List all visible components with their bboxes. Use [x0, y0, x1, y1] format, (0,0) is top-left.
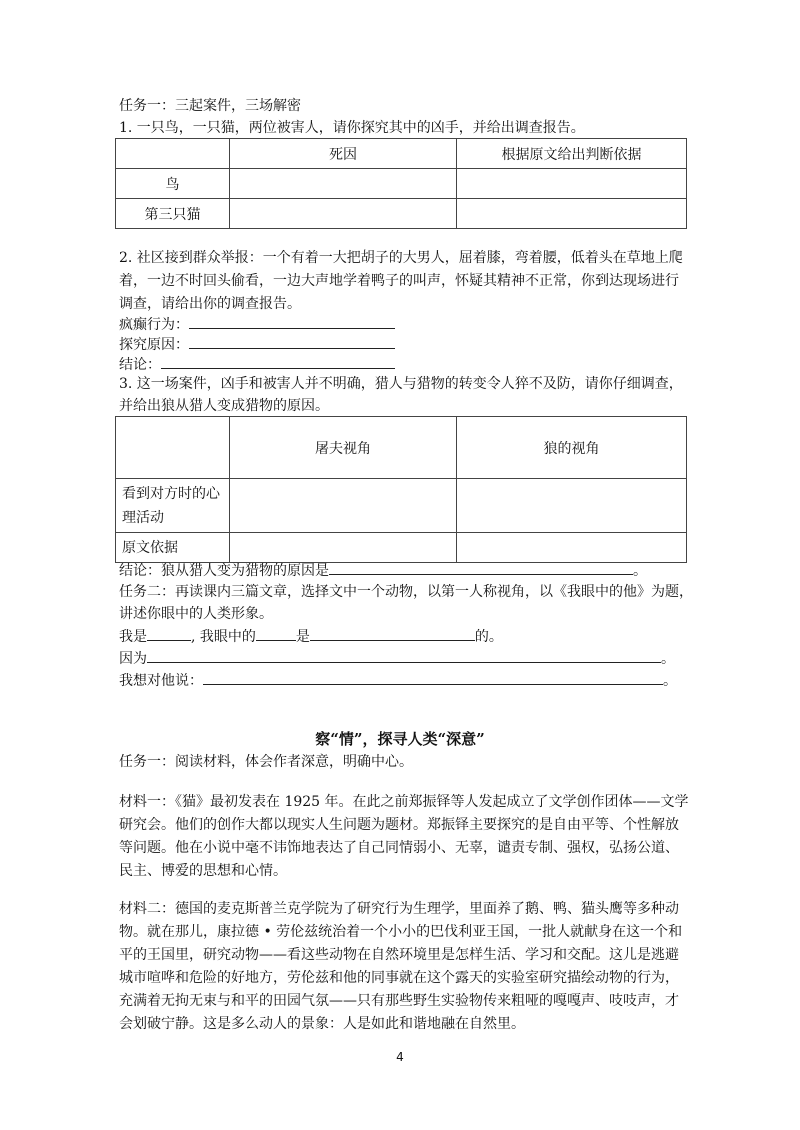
table-header-cell: [116, 139, 230, 169]
question-2-line: 2. 社区接到群众举报：一个有着一大把胡子的大男人，屈着膝，弯着腰，低着头在草地上爬: [119, 250, 683, 266]
task-2-line: 任务二：再读课内三篇文章，选择文中一个动物，以第一人称视角，以《我眼中的他》为题，: [119, 584, 693, 600]
table-header-row: [116, 139, 687, 169]
table-row: [116, 199, 687, 229]
question-2-line: 着，一边不时回头偷看，一边大声地学着鸭子的叫声，怀疑其精神不正常，你到达现场进行: [119, 273, 679, 289]
table-header-cell: [116, 417, 230, 479]
question-1: 1. 一只鸟，一只猫，两位被害人，请你探究其中的凶手，并给出调查报告。: [119, 120, 585, 136]
fill-sentence-3: [119, 670, 677, 691]
field-label: 疯癫行为：: [119, 317, 189, 333]
table-row: [116, 479, 687, 533]
fill-text: , 我眼中的: [191, 629, 256, 645]
table-row: [116, 533, 687, 563]
answer-cell[interactable]: [230, 169, 457, 199]
task-title: 任务一：三起案件，三场解密: [119, 98, 301, 114]
material-1-line: 材料一：《猫》最初发表在 1925 年。在此之前郑振铎等人发起成立了文学创作团体——文学: [119, 794, 689, 810]
fill-text: 的。: [474, 629, 503, 645]
field-label: 结论：: [119, 357, 161, 373]
material-2-line: 平的王国里，研究动物——看这些动物在自然环境里是怎样生活、学习和交配。这儿是逃避: [119, 947, 679, 963]
fill-sentence-2: [119, 648, 675, 669]
fill-blank[interactable]: [189, 314, 395, 329]
fill-text: 我想对他说：: [119, 673, 203, 689]
row-label: 鸟: [116, 169, 230, 199]
fill-text: 我是: [119, 629, 147, 645]
material-1-line: 研究会。他们的创作大都以现实人生问题为题材。郑振铎主要探究的是自由平等、个性解放: [119, 817, 679, 833]
fill-blank[interactable]: [147, 648, 661, 663]
page-number: 4: [396, 1050, 404, 1064]
task-line: 任务一：阅读材料，体会作者深意，明确中心。: [119, 754, 413, 770]
row-label: 第三只猫: [116, 199, 230, 229]
fill-blank[interactable]: [189, 334, 395, 349]
material-2-line: 会划破宁静。这是多么动人的景象：人是如此和谐地融在自然里。: [119, 1016, 525, 1032]
period: 。: [663, 673, 677, 689]
field-label: 探究原因：: [119, 337, 189, 353]
material-2-line: 材料二：德国的麦克斯普兰克学院为了研究行为生理学，里面养了鹅、鸭、猫头鹰等多种动: [119, 901, 679, 917]
row-label: 原文依据: [116, 533, 230, 563]
fill-blank[interactable]: [203, 670, 663, 685]
field-behavior: [119, 314, 395, 335]
field-conclusion: [119, 354, 395, 375]
answer-cell[interactable]: [230, 479, 457, 533]
table-row: [116, 169, 687, 199]
table-header-cell: 根据原文给出判断依据: [457, 139, 687, 169]
table-butcher-wolf: [115, 416, 687, 563]
table-bird-cat: [115, 138, 687, 229]
task-2-line: 讲述你眼中的人类形象。: [119, 606, 273, 622]
row-label: 看到对方时的心理活动: [116, 479, 230, 533]
period: 。: [633, 563, 647, 579]
material-2-line: 充满着无拘无束与和平的田园气氛——只有那些野生实验物传来粗哑的嘎嘎声、吱吱声，才: [119, 993, 679, 1009]
table-header-cell: 屠夫视角: [230, 417, 457, 479]
answer-cell[interactable]: [230, 199, 457, 229]
answer-cell[interactable]: [230, 533, 457, 563]
answer-cell[interactable]: [457, 533, 687, 563]
fill-text: 因为: [119, 651, 147, 667]
material-2-line: 物。就在那儿，康拉德 • 劳伦兹统治着一个小小的巴伐利亚王国，一批人就献身在这一个和: [119, 924, 683, 940]
table-header-row: [116, 417, 687, 479]
fill-sentence-1: [119, 626, 503, 647]
answer-cell[interactable]: [457, 169, 687, 199]
answer-cell[interactable]: [457, 479, 687, 533]
question-2-line: 调查，请给出你的调查报告。: [119, 296, 301, 312]
material-1-line: 民主、博爱的思想和心情。: [119, 863, 287, 879]
fill-text: 是: [295, 629, 310, 645]
material-1-line: 等问题。他在小说中毫不讳饰地表达了自己同情弱小、无辜，谴责专制、强权，弘扬公道、: [119, 840, 679, 856]
wolf-conclusion: [119, 560, 647, 581]
fill-blank[interactable]: [310, 626, 475, 641]
fill-blank[interactable]: [161, 354, 395, 369]
question-3-line: 3. 这一场案件，凶手和被害人并不明确，猎人与猎物的转变令人猝不及防，请你仔细调查，: [119, 376, 683, 392]
question-3-line: 并给出狼从猎人变成猎物的原因。: [119, 398, 329, 414]
section-heading: 察“情”，探寻人类“深意”: [315, 730, 485, 748]
conclusion-label: 结论：狼从猎人变为猎物的原因是: [119, 563, 329, 579]
period: 。: [661, 651, 675, 667]
material-2-line: 城市喧哗和危险的好地方，劳伦兹和他的同事就在这个露天的实验室研究描绘动物的行为，: [119, 970, 679, 986]
answer-cell[interactable]: [457, 199, 687, 229]
fill-blank[interactable]: [329, 560, 633, 575]
fill-blank[interactable]: [147, 626, 191, 641]
table-header-cell: 死因: [230, 139, 457, 169]
table-header-cell: 狼的视角: [457, 417, 687, 479]
fill-blank[interactable]: [256, 626, 296, 641]
field-reason: [119, 334, 395, 355]
